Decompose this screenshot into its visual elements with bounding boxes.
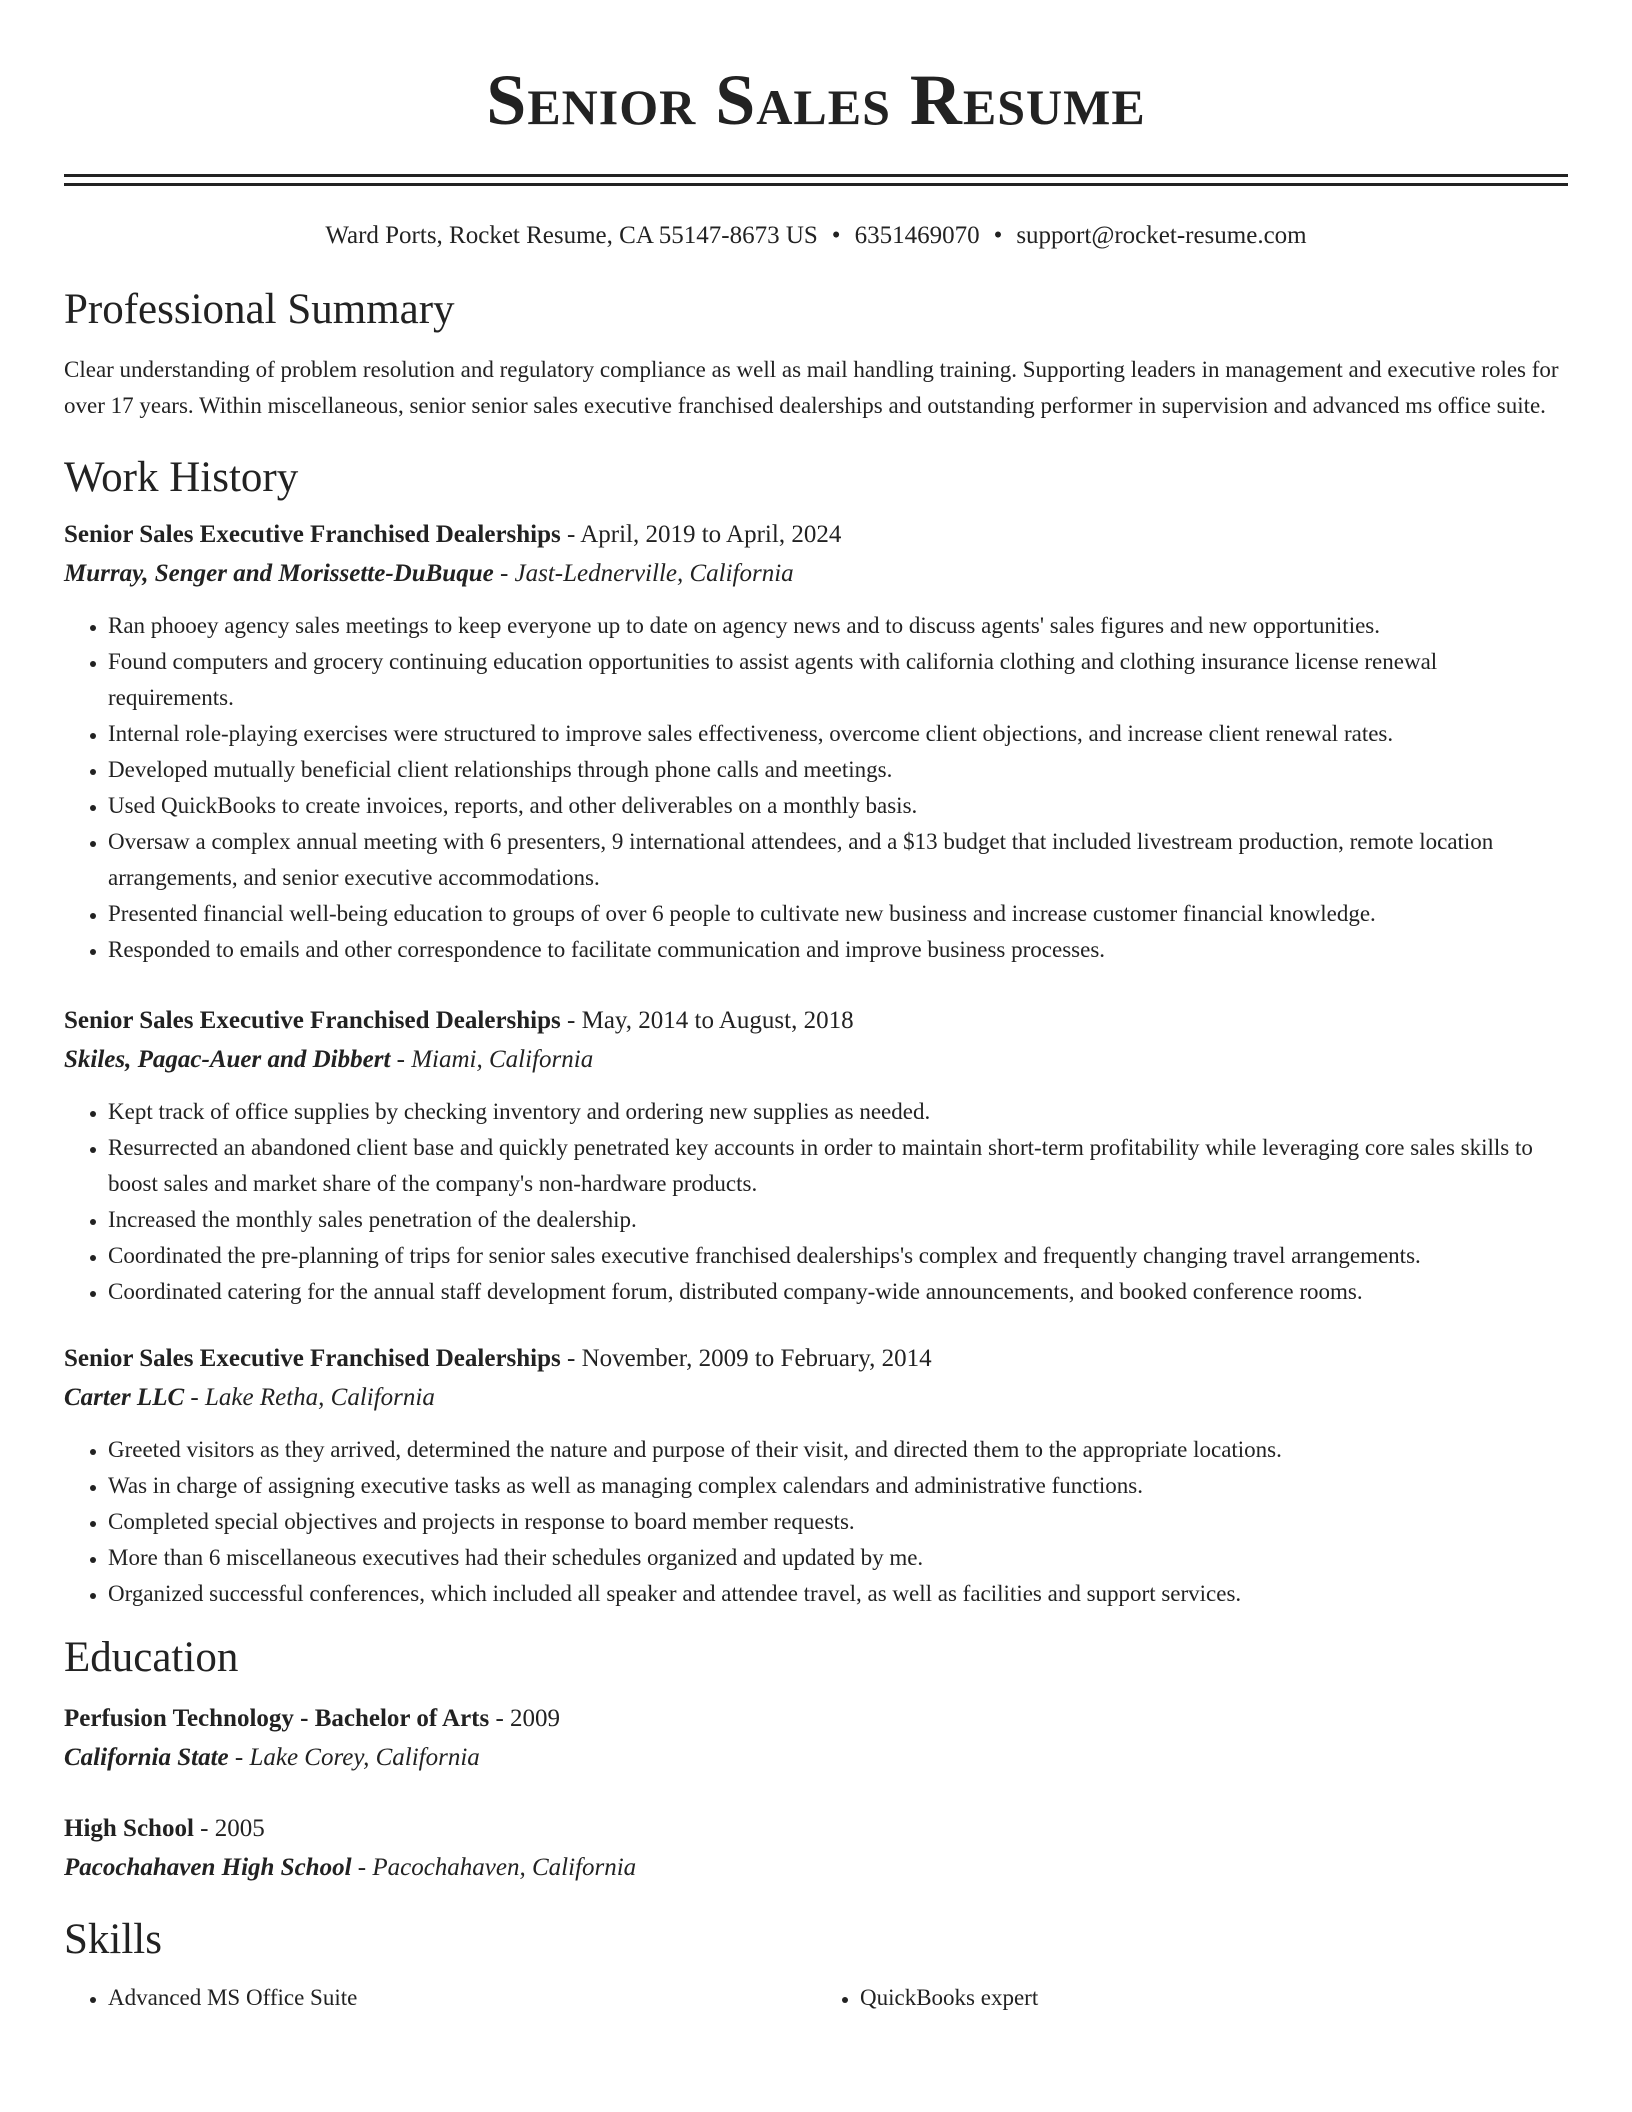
job-bullet: • Kept track of office supplies by checking inventory and ordering new supplies as needed. bbox=[108, 1094, 1568, 1130]
company-line bbox=[64, 1378, 1568, 1418]
job-bullet: • Developed mutually beneficial client relationships through phone calls and meetings. bbox=[108, 752, 1568, 788]
degree-line bbox=[64, 1700, 1568, 1738]
school-name: California State bbox=[64, 1744, 229, 1771]
skills-column-right bbox=[816, 1980, 1568, 2016]
contact-address: Ward Ports, Rocket Resume, CA 55147-8673 US bbox=[325, 222, 818, 249]
skill-item: • Advanced MS Office Suite bbox=[108, 1980, 816, 2016]
job-title-line bbox=[64, 1002, 1568, 1040]
company-location: - Jast-Lednerville, California bbox=[493, 560, 794, 587]
contact-separator: • bbox=[993, 222, 1003, 249]
company-name: Carter LLC bbox=[64, 1384, 185, 1411]
company-name: Murray, Senger and Morissette-DuBuque bbox=[64, 560, 494, 587]
school-line bbox=[64, 1848, 1568, 1888]
job-entry bbox=[64, 1002, 1568, 1310]
job-bullets bbox=[64, 608, 1568, 968]
job-bullet: • Greeted visitors as they arrived, determined the nature and purpose of their visit, and directed them to the appropriate locations. bbox=[108, 1432, 1568, 1468]
job-bullet: • Internal role-playing exercises were structured to improve sales effectiveness, overcome client objections, and increase client renewal rates. bbox=[108, 716, 1568, 752]
job-dates: - May, 2014 to August, 2018 bbox=[560, 1007, 854, 1034]
degree-year: - 2005 bbox=[193, 1815, 265, 1842]
job-bullet: • Coordinated catering for the annual staff development forum, distributed company-wide announcements, and booked conference rooms. bbox=[108, 1274, 1568, 1310]
job-dates: - November, 2009 to February, 2014 bbox=[560, 1345, 932, 1372]
skills-column-left bbox=[64, 1980, 816, 2016]
company-name: Skiles, Pagac-Auer and Dibbert bbox=[64, 1046, 391, 1073]
company-line bbox=[64, 554, 1568, 594]
school-location: - Pacochahaven, California bbox=[351, 1854, 637, 1881]
job-bullets bbox=[64, 1432, 1568, 1612]
job-bullet: • Completed special objectives and projects in response to board member requests. bbox=[108, 1504, 1568, 1540]
education-entry bbox=[64, 1810, 1568, 1888]
skill-item: • QuickBooks expert bbox=[860, 1980, 1568, 2016]
job-bullet: • Was in charge of assigning executive tasks as well as managing complex calendars and administrative functions. bbox=[108, 1468, 1568, 1504]
contact-line bbox=[64, 220, 1568, 252]
job-title: Senior Sales Executive Franchised Dealerships bbox=[64, 1345, 561, 1372]
job-title: Senior Sales Executive Franchised Dealerships bbox=[64, 1007, 561, 1034]
company-line bbox=[64, 1040, 1568, 1080]
section-heading-education: Education bbox=[64, 1634, 239, 1681]
job-bullet: • More than 6 miscellaneous executives had their schedules organized and updated by me. bbox=[108, 1540, 1568, 1576]
education-entry bbox=[64, 1700, 1568, 1778]
school-line bbox=[64, 1738, 1568, 1778]
job-bullet: • Organized successful conferences, which included all speaker and attendee travel, as well as facilities and support services. bbox=[108, 1576, 1568, 1612]
contact-phone: 6351469070 bbox=[854, 222, 980, 249]
summary-text: Clear understanding of problem resolution and regulatory compliance as well as mail handling training. Supporting leaders in management and executive roles for over 17 years. Within miscellaneous, senior senior sales executive franchised dealerships and outstanding performer in supervision and advanced ms office suite. bbox=[64, 357, 1559, 418]
degree-year: - 2009 bbox=[489, 1705, 561, 1732]
job-bullet: • Used QuickBooks to create invoices, reports, and other deliverables on a monthly basis. bbox=[108, 788, 1568, 824]
skills-list bbox=[64, 1980, 1568, 2016]
company-location: - Lake Retha, California bbox=[184, 1384, 435, 1411]
job-title-line bbox=[64, 516, 1568, 554]
job-bullet: • Coordinated the pre-planning of trips for senior sales executive franchised dealerships's complex and frequently changing travel arrangements. bbox=[108, 1238, 1568, 1274]
job-bullet: • Oversaw a complex annual meeting with 6 presenters, 9 international attendees, and a $13 budget that included livestream production, remote location arrangements, and senior executive accommodations. bbox=[108, 824, 1568, 896]
job-bullet: • Resurrected an abandoned client base and quickly penetrated key accounts in order to maintain short-term profitability while leveraging core sales skills to boost sales and market share of the company's non-hardware products. bbox=[108, 1130, 1568, 1202]
school-name: Pacochahaven High School bbox=[64, 1854, 352, 1881]
section-heading-summary: Professional Summary bbox=[64, 286, 455, 333]
job-bullet: • Increased the monthly sales penetration of the dealership. bbox=[108, 1202, 1568, 1238]
school-location: - Lake Corey, California bbox=[228, 1744, 480, 1771]
section-heading-work-history: Work History bbox=[64, 454, 299, 501]
degree-name: Perfusion Technology - Bachelor of Arts bbox=[64, 1705, 490, 1732]
job-bullets bbox=[64, 1094, 1568, 1310]
job-title-line bbox=[64, 1340, 1568, 1378]
job-entry bbox=[64, 516, 1568, 968]
job-dates: - April, 2019 to April, 2024 bbox=[560, 521, 842, 548]
company-location: - Miami, California bbox=[390, 1046, 594, 1073]
resume-title: Senior Sales Resume bbox=[486, 60, 1146, 140]
job-bullet: • Ran phooey agency sales meetings to keep everyone up to date on agency news and to discuss agents' sales figures and new opportunities. bbox=[108, 608, 1568, 644]
job-title: Senior Sales Executive Franchised Dealerships bbox=[64, 521, 561, 548]
contact-email: support@rocket-resume.com bbox=[1016, 222, 1307, 249]
degree-line bbox=[64, 1810, 1568, 1848]
job-bullet: • Presented financial well-being education to groups of over 6 people to cultivate new business and increase customer financial knowledge. bbox=[108, 896, 1568, 932]
header-double-rule bbox=[64, 174, 1568, 186]
section-heading-skills: Skills bbox=[64, 1916, 162, 1963]
job-bullet: • Found computers and grocery continuing education opportunities to assist agents with california clothing and clothing insurance license renewal requirements. bbox=[108, 644, 1568, 716]
job-bullet: • Responded to emails and other correspondence to facilitate communication and improve business processes. bbox=[108, 932, 1568, 968]
degree-name: High School bbox=[64, 1815, 194, 1842]
job-entry bbox=[64, 1340, 1568, 1612]
contact-separator: • bbox=[831, 222, 841, 249]
